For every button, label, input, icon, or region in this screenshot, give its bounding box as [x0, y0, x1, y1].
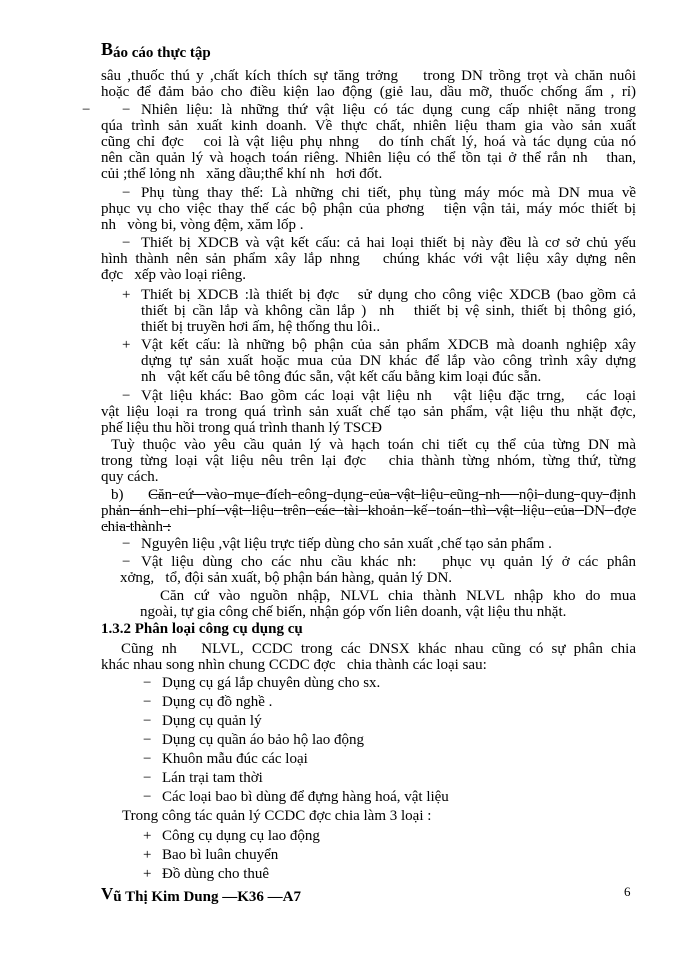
text-line: Vật liệu dùng cho các nhu cầu khác nh: phục vụ quản lý ở các phân	[141, 554, 636, 570]
paragraph-vat-lieu-khac	[101, 388, 636, 436]
text-line: − Thiết bị XDCB và vật kết cấu: cả hai loại thiết bị này đều là cơ sở chủ yếu	[122, 235, 636, 251]
text-line: qúa trình sản xuất kinh doanh. Về thực chất, nhiên liệu tham gia vào sản xuất	[101, 118, 636, 134]
text-line: − − Nhiên liệu: là những thứ vật liệu có tác dụng cung cấp nhiệt năng trong	[101, 102, 636, 118]
list-item: − Dụng cụ quần áo bảo hộ lao động	[162, 731, 636, 750]
footer-initial: V	[101, 884, 114, 903]
text-line: nên cần quản lý và hoạch toán riêng. Nhiên liệu có thể tồn tại ở thể rắn nh than,	[101, 150, 636, 166]
text-line: phục vụ cho việc thay thế các bộ phận của phơng tiện vận tải, máy móc thiết bị	[101, 201, 636, 217]
text-line: củi ;thể lỏng nh xăng dầu;thể khí nh hơi đốt.	[101, 166, 383, 182]
paragraph-xdcb	[101, 235, 636, 283]
plus-bullet-icon: +	[122, 287, 131, 303]
text-line: thiết bị truyền hơi ấm, hệ thống thu lôi..	[141, 319, 381, 335]
list-item: + Đồ dùng cho thuê	[162, 865, 636, 884]
list-item: + Bao bì luân chuyển	[162, 846, 636, 865]
text-line: Cũng nh NLVL, CCDC trong các DNSX khác nhau cũng có sự phân chia	[121, 641, 636, 657]
paragraph-intro	[101, 68, 636, 100]
list-item: + Công cụ dụng cụ lao động	[162, 827, 636, 846]
text-line: − Vật liệu khác: Bao gồm các loại vật liệu nh vật liệu đặc trng, các loại	[122, 388, 636, 404]
footer-author: ũ Thị Kim Dung —K36 —A7	[113, 889, 301, 905]
list-label: b)	[111, 487, 124, 503]
header-title: áo cáo thực tập	[113, 45, 211, 61]
text-line: Căn cứ vào mục đích công dụng của vật liệu cũng nh nội dung quy định	[148, 487, 636, 503]
text-line: sâu ,thuốc thú y ,chất kích thích sự tăng trởng trong DN trồng trọt và chăn nuôi	[101, 68, 636, 84]
paragraph-can-cu	[140, 588, 636, 620]
text-line: cũng chỉ đợc coi là vật liệu phụ nhng do tính chất lý, hoá và tác dụng của nó	[101, 134, 636, 150]
paragraph-trong-cong-tac: Trong công tác quản lý CCDC đợc chia làm 3 loại :	[122, 808, 432, 824]
text-line: nh vật kết cấu bê tông đúc sẵn, vật kết cấu bằng kim loại đúc sẵn.	[141, 369, 542, 385]
list-item: − Dụng cụ gá lắp chuyên dùng cho sx.	[162, 674, 636, 693]
text-line: vật liệu loại ra trong quá trình sản xuất chế tạo sản phẩm, vật liệu thu nhặt đợc,	[101, 404, 636, 420]
text-line: dựng tự sản xuất hoặc mua của DN khác để lắp vào công trình xây dựng	[141, 353, 636, 369]
text-line: Tuỳ thuộc vào yêu cầu quản lý và hạch toán chi tiết cụ thể của từng DN mà	[111, 437, 636, 453]
plus-bullet-icon: +	[122, 337, 131, 353]
page-footer	[101, 884, 636, 906]
list-item: − Dụng cụ quản lý	[162, 712, 636, 731]
text-line: phản ánh chi phí vật liệu trên các tài khoản kế toán thì vật liệu của DN đợc	[101, 503, 636, 519]
plus-item-ket-cau	[122, 337, 636, 385]
dash-bullet-icon: −	[122, 235, 131, 251]
text-line: Thiết bị XDCB :là thiết bị đợc sử dụng cho công việc XDCB (bao gồm cả	[141, 287, 636, 303]
text-line: hoặc để đảm bảo cho điều kiện lao động (giẻ lau, dầu mỡ, thuốc chống ẩm , rỉ)	[101, 84, 636, 100]
text-line: Căn cứ vào nguồn nhập, NLVL chia thành NLVL nhập kho do mua	[160, 588, 636, 604]
ccdc-list	[162, 674, 636, 807]
paragraph-b	[101, 487, 636, 535]
dash-bullet-icon: − −	[122, 102, 131, 118]
paragraph-nhien-lieu	[101, 102, 636, 182]
text-line: xởng, tổ, đội sản xuất, bộ phận bán hàng, quản lý DN.	[120, 570, 453, 586]
dash-item-vat-lieu-dung	[120, 554, 636, 586]
list-item: − Các loại bao bì dùng để đựng hàng hoá, vật liệu	[162, 788, 636, 807]
text-line: đợc xếp vào loại riêng.	[101, 267, 246, 283]
text-line: chia thành :	[101, 519, 171, 535]
text-line: Vật kết cấu: là những bộ phận của sản phẩm XDCB mà doanh nghiệp xây	[141, 337, 636, 353]
text-line: thiết bị cần lắp và không cần lắp ) nh thiết bị vệ sinh, thiết bị thông gió,	[141, 303, 636, 319]
plus-item-thiet-bi	[122, 287, 636, 335]
list-item: − Dụng cụ đồ nghề .	[162, 693, 636, 712]
text-line: − Phụ tùng thay thế: Là những chi tiết, phụ tùng máy móc mà DN mua về	[122, 185, 636, 201]
text-line: Nguyên liệu ,vật liệu trực tiếp dùng cho sản xuất ,chế tạo sản phẩm .	[141, 536, 552, 552]
dash-item-nguyen-lieu	[122, 536, 636, 552]
text-line: nh vòng bi, vòng đệm, xăm lốp .	[101, 217, 304, 233]
dash-bullet-icon: −	[122, 185, 131, 201]
page-header	[101, 39, 636, 62]
text-line: hình thành nên sản phẩm xây lắp nhng chúng khác với vật liệu xây dựng nên	[101, 251, 636, 267]
list-item: − Khuôn mẫu đúc các loại	[162, 750, 636, 769]
three-types-list	[162, 827, 636, 884]
text-line: khác nhau song nhìn chung CCDC đợc chia thành các loại sau:	[101, 657, 487, 673]
paragraph-tuy-thuoc	[101, 437, 636, 485]
header-initial: B	[101, 39, 114, 59]
dash-bullet-icon: −	[122, 554, 131, 570]
paragraph-phu-tung	[101, 185, 636, 233]
text-line: ngoài, tự gia công chế biến, nhận góp vốn liên doanh, vật liệu thu nhặt.	[140, 604, 567, 620]
text-line: phế liệu thu hồi trong quá trình thanh lý TSCĐ	[101, 420, 382, 436]
list-item: − Lán trại tam thời	[162, 769, 636, 788]
dash-bullet-icon: −	[122, 388, 131, 404]
text-line: trong từng loại vật liệu nêu trên lại đợc chia thành từng nhóm, từng thứ, từng	[101, 453, 636, 469]
dash-bullet-icon: −	[122, 536, 131, 552]
section-heading: 1.3.2 Phân loại công cụ dụng cụ	[101, 621, 303, 637]
text-line: quy cách.	[101, 469, 159, 485]
page-number: 6	[624, 884, 631, 899]
paragraph-cung-nh	[101, 641, 636, 673]
